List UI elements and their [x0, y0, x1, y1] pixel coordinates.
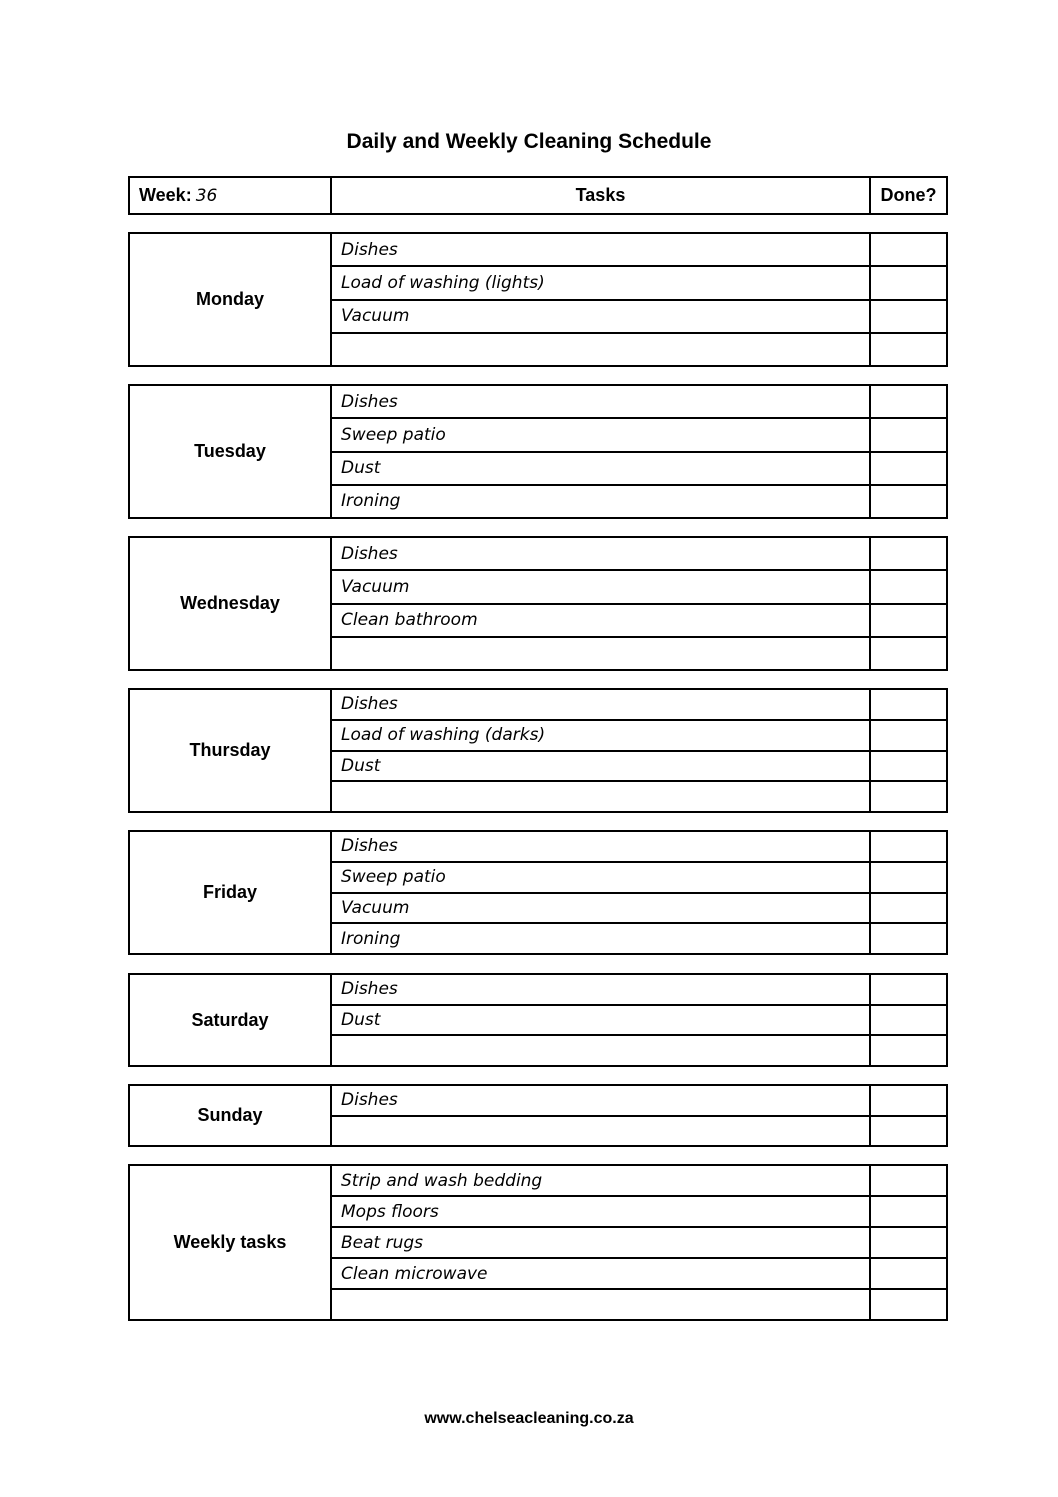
done-checkbox[interactable]	[871, 638, 946, 669]
task-row	[332, 334, 946, 365]
done-checkbox[interactable]	[871, 234, 946, 265]
task-row	[332, 752, 946, 783]
task-row	[332, 1228, 946, 1259]
task-row	[332, 894, 946, 925]
done-checkbox[interactable]	[871, 690, 946, 719]
task-text: Vacuum	[332, 571, 871, 602]
done-checkbox[interactable]	[871, 267, 946, 298]
done-checkbox[interactable]	[871, 605, 946, 636]
task-row	[332, 301, 946, 334]
task-text	[332, 1117, 871, 1146]
task-text: Load of washing (lights)	[332, 267, 871, 298]
day-block-friday	[128, 830, 948, 955]
task-text: Dishes	[332, 538, 871, 569]
task-text: Ironing	[332, 486, 871, 517]
done-checkbox[interactable]	[871, 1166, 946, 1195]
task-text: Dishes	[332, 234, 871, 265]
done-checkbox[interactable]	[871, 486, 946, 517]
task-text: Sweep patio	[332, 419, 871, 450]
done-checkbox[interactable]	[871, 752, 946, 781]
task-row	[332, 1006, 946, 1037]
task-text: Clean bathroom	[332, 605, 871, 636]
week-label: Week:	[139, 185, 192, 205]
done-checkbox[interactable]	[871, 894, 946, 923]
done-checkbox[interactable]	[871, 721, 946, 750]
task-text	[332, 1036, 871, 1065]
day-label: Thursday	[130, 690, 332, 811]
task-text: Mops floors	[332, 1197, 871, 1226]
task-row	[332, 690, 946, 721]
task-row	[332, 605, 946, 638]
task-row	[332, 1036, 946, 1065]
day-label: Monday	[130, 234, 332, 365]
week-cell	[130, 178, 332, 213]
task-row	[332, 486, 946, 517]
done-checkbox[interactable]	[871, 975, 946, 1004]
day-label: Saturday	[130, 975, 332, 1065]
task-text: Clean microwave	[332, 1259, 871, 1288]
done-header: Done?	[880, 185, 937, 205]
task-text: Ironing	[332, 924, 871, 953]
schedule-header	[128, 176, 948, 215]
task-row	[332, 1166, 946, 1197]
day-block-wednesday	[128, 536, 948, 671]
task-text: Strip and wash bedding	[332, 1166, 871, 1195]
task-row	[332, 721, 946, 752]
done-checkbox[interactable]	[871, 1006, 946, 1035]
task-text: Vacuum	[332, 894, 871, 923]
day-block-weekly-tasks	[128, 1164, 948, 1321]
task-row	[332, 1117, 946, 1146]
task-text	[332, 638, 871, 669]
task-text: Dishes	[332, 386, 871, 417]
task-text: Vacuum	[332, 301, 871, 332]
day-label: Weekly tasks	[130, 1166, 332, 1319]
day-label: Tuesday	[130, 386, 332, 517]
task-row	[332, 1086, 946, 1117]
footer-url: www.chelseacleaning.co.za	[424, 1410, 634, 1427]
done-checkbox[interactable]	[871, 419, 946, 450]
task-row	[332, 571, 946, 604]
day-block-thursday	[128, 688, 948, 813]
done-checkbox[interactable]	[871, 832, 946, 861]
day-block-sunday	[128, 1084, 948, 1147]
task-row	[332, 234, 946, 267]
done-checkbox[interactable]	[871, 782, 946, 811]
task-row	[332, 386, 946, 419]
done-checkbox[interactable]	[871, 1036, 946, 1065]
task-text: Load of washing (darks)	[332, 721, 871, 750]
task-text: Dust	[332, 453, 871, 484]
done-checkbox[interactable]	[871, 1228, 946, 1257]
task-text: Sweep patio	[332, 863, 871, 892]
done-checkbox[interactable]	[871, 571, 946, 602]
task-text: Dishes	[332, 1086, 871, 1115]
day-block-monday	[128, 232, 948, 367]
task-row	[332, 453, 946, 486]
done-checkbox[interactable]	[871, 1259, 946, 1288]
task-text: Dust	[332, 752, 871, 781]
task-text	[332, 1290, 871, 1319]
done-checkbox[interactable]	[871, 538, 946, 569]
day-label: Wednesday	[130, 538, 332, 669]
tasks-header: Tasks	[332, 178, 871, 213]
day-label: Sunday	[130, 1086, 332, 1145]
task-row	[332, 267, 946, 300]
day-block-tuesday	[128, 384, 948, 519]
done-checkbox[interactable]	[871, 334, 946, 365]
task-text: Dust	[332, 1006, 871, 1035]
task-text	[332, 782, 871, 811]
task-text: Dishes	[332, 832, 871, 861]
task-text	[332, 334, 871, 365]
done-checkbox[interactable]	[871, 863, 946, 892]
task-row	[332, 419, 946, 452]
task-row	[332, 1290, 946, 1319]
day-block-saturday	[128, 973, 948, 1067]
task-row	[332, 638, 946, 669]
page-title: Daily and Weekly Cleaning Schedule	[346, 130, 712, 153]
done-checkbox[interactable]	[871, 453, 946, 484]
task-text: Beat rugs	[332, 1228, 871, 1257]
done-checkbox[interactable]	[871, 1086, 946, 1115]
task-row	[332, 1197, 946, 1228]
week-value: 36	[195, 185, 218, 206]
done-checkbox[interactable]	[871, 1290, 946, 1319]
task-row	[332, 924, 946, 953]
done-checkbox[interactable]	[871, 1197, 946, 1226]
task-row	[332, 832, 946, 863]
task-text: Dishes	[332, 975, 871, 1004]
task-row	[332, 538, 946, 571]
task-row	[332, 863, 946, 894]
day-label: Friday	[130, 832, 332, 953]
done-checkbox[interactable]	[871, 924, 946, 953]
done-checkbox[interactable]	[871, 1117, 946, 1146]
done-checkbox[interactable]	[871, 301, 946, 332]
task-row	[332, 1259, 946, 1290]
task-row	[332, 782, 946, 811]
task-row	[332, 975, 946, 1006]
done-checkbox[interactable]	[871, 386, 946, 417]
task-text: Dishes	[332, 690, 871, 719]
